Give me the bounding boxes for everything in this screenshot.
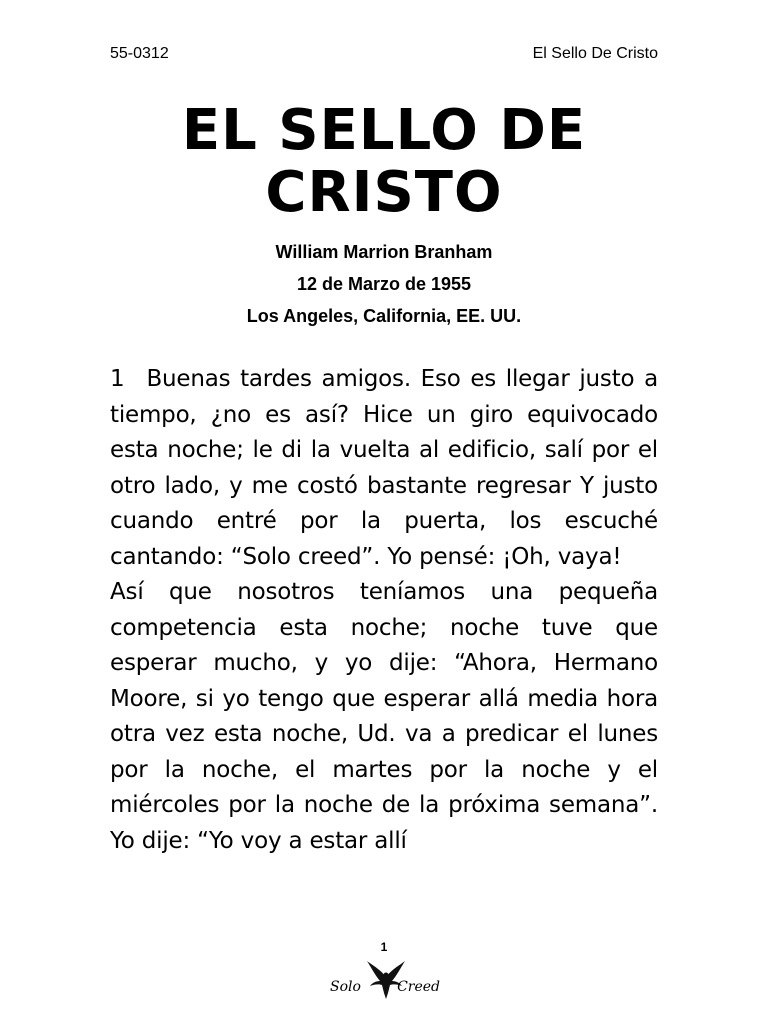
paragraph-2: Así que nosotros teníamos una pequeña competencia esta noche; noche tuve que esperar mucho, y yo dije: “Ahora, Hermano Moore, si yo tengo que esperar allá media hora otra vez esta noche, Ud. va a predicar el lunes por la noche, el martes por la noche y el miércoles por la noche de la próxima semana”. Yo dije: “Yo voy a estar allí — [110, 579, 658, 854]
title-line-1: EL SELLO DE — [181, 98, 587, 163]
solo-creed-logo — [330, 955, 440, 1005]
document-title — [0, 100, 768, 224]
document-meta — [0, 236, 768, 332]
paragraph-number: 1 — [110, 366, 125, 392]
sermon-location: Los Angeles, California, EE. UU. — [246, 306, 522, 326]
page-number: 1 — [380, 940, 388, 954]
sermon-date: 12 de Marzo de 1955 — [296, 274, 472, 294]
logo-text-solo: Solo — [330, 979, 361, 995]
logo-text-creed: Creed — [397, 979, 440, 995]
paragraph-1-text: Buenas tardes amigos. Eso es llegar justo a tiempo, ¿no es así? Hice un giro equivocado esta noche; le di la vuelta al edificio, salí por el otro lado, y me costó bastante regresar Y justo cuando entré por la puerta, los escuché cantando: “Solo creed”. Yo pensé: ¡Oh, vaya! — [110, 366, 658, 570]
header-running-title: El Sello De Cristo — [532, 45, 658, 62]
body-text — [110, 362, 658, 859]
title-line-2: CRISTO — [265, 160, 503, 225]
header-document-code: 55-0312 — [110, 45, 169, 62]
paragraph-1 — [110, 362, 658, 575]
author: William Marrion Branham — [275, 242, 493, 262]
